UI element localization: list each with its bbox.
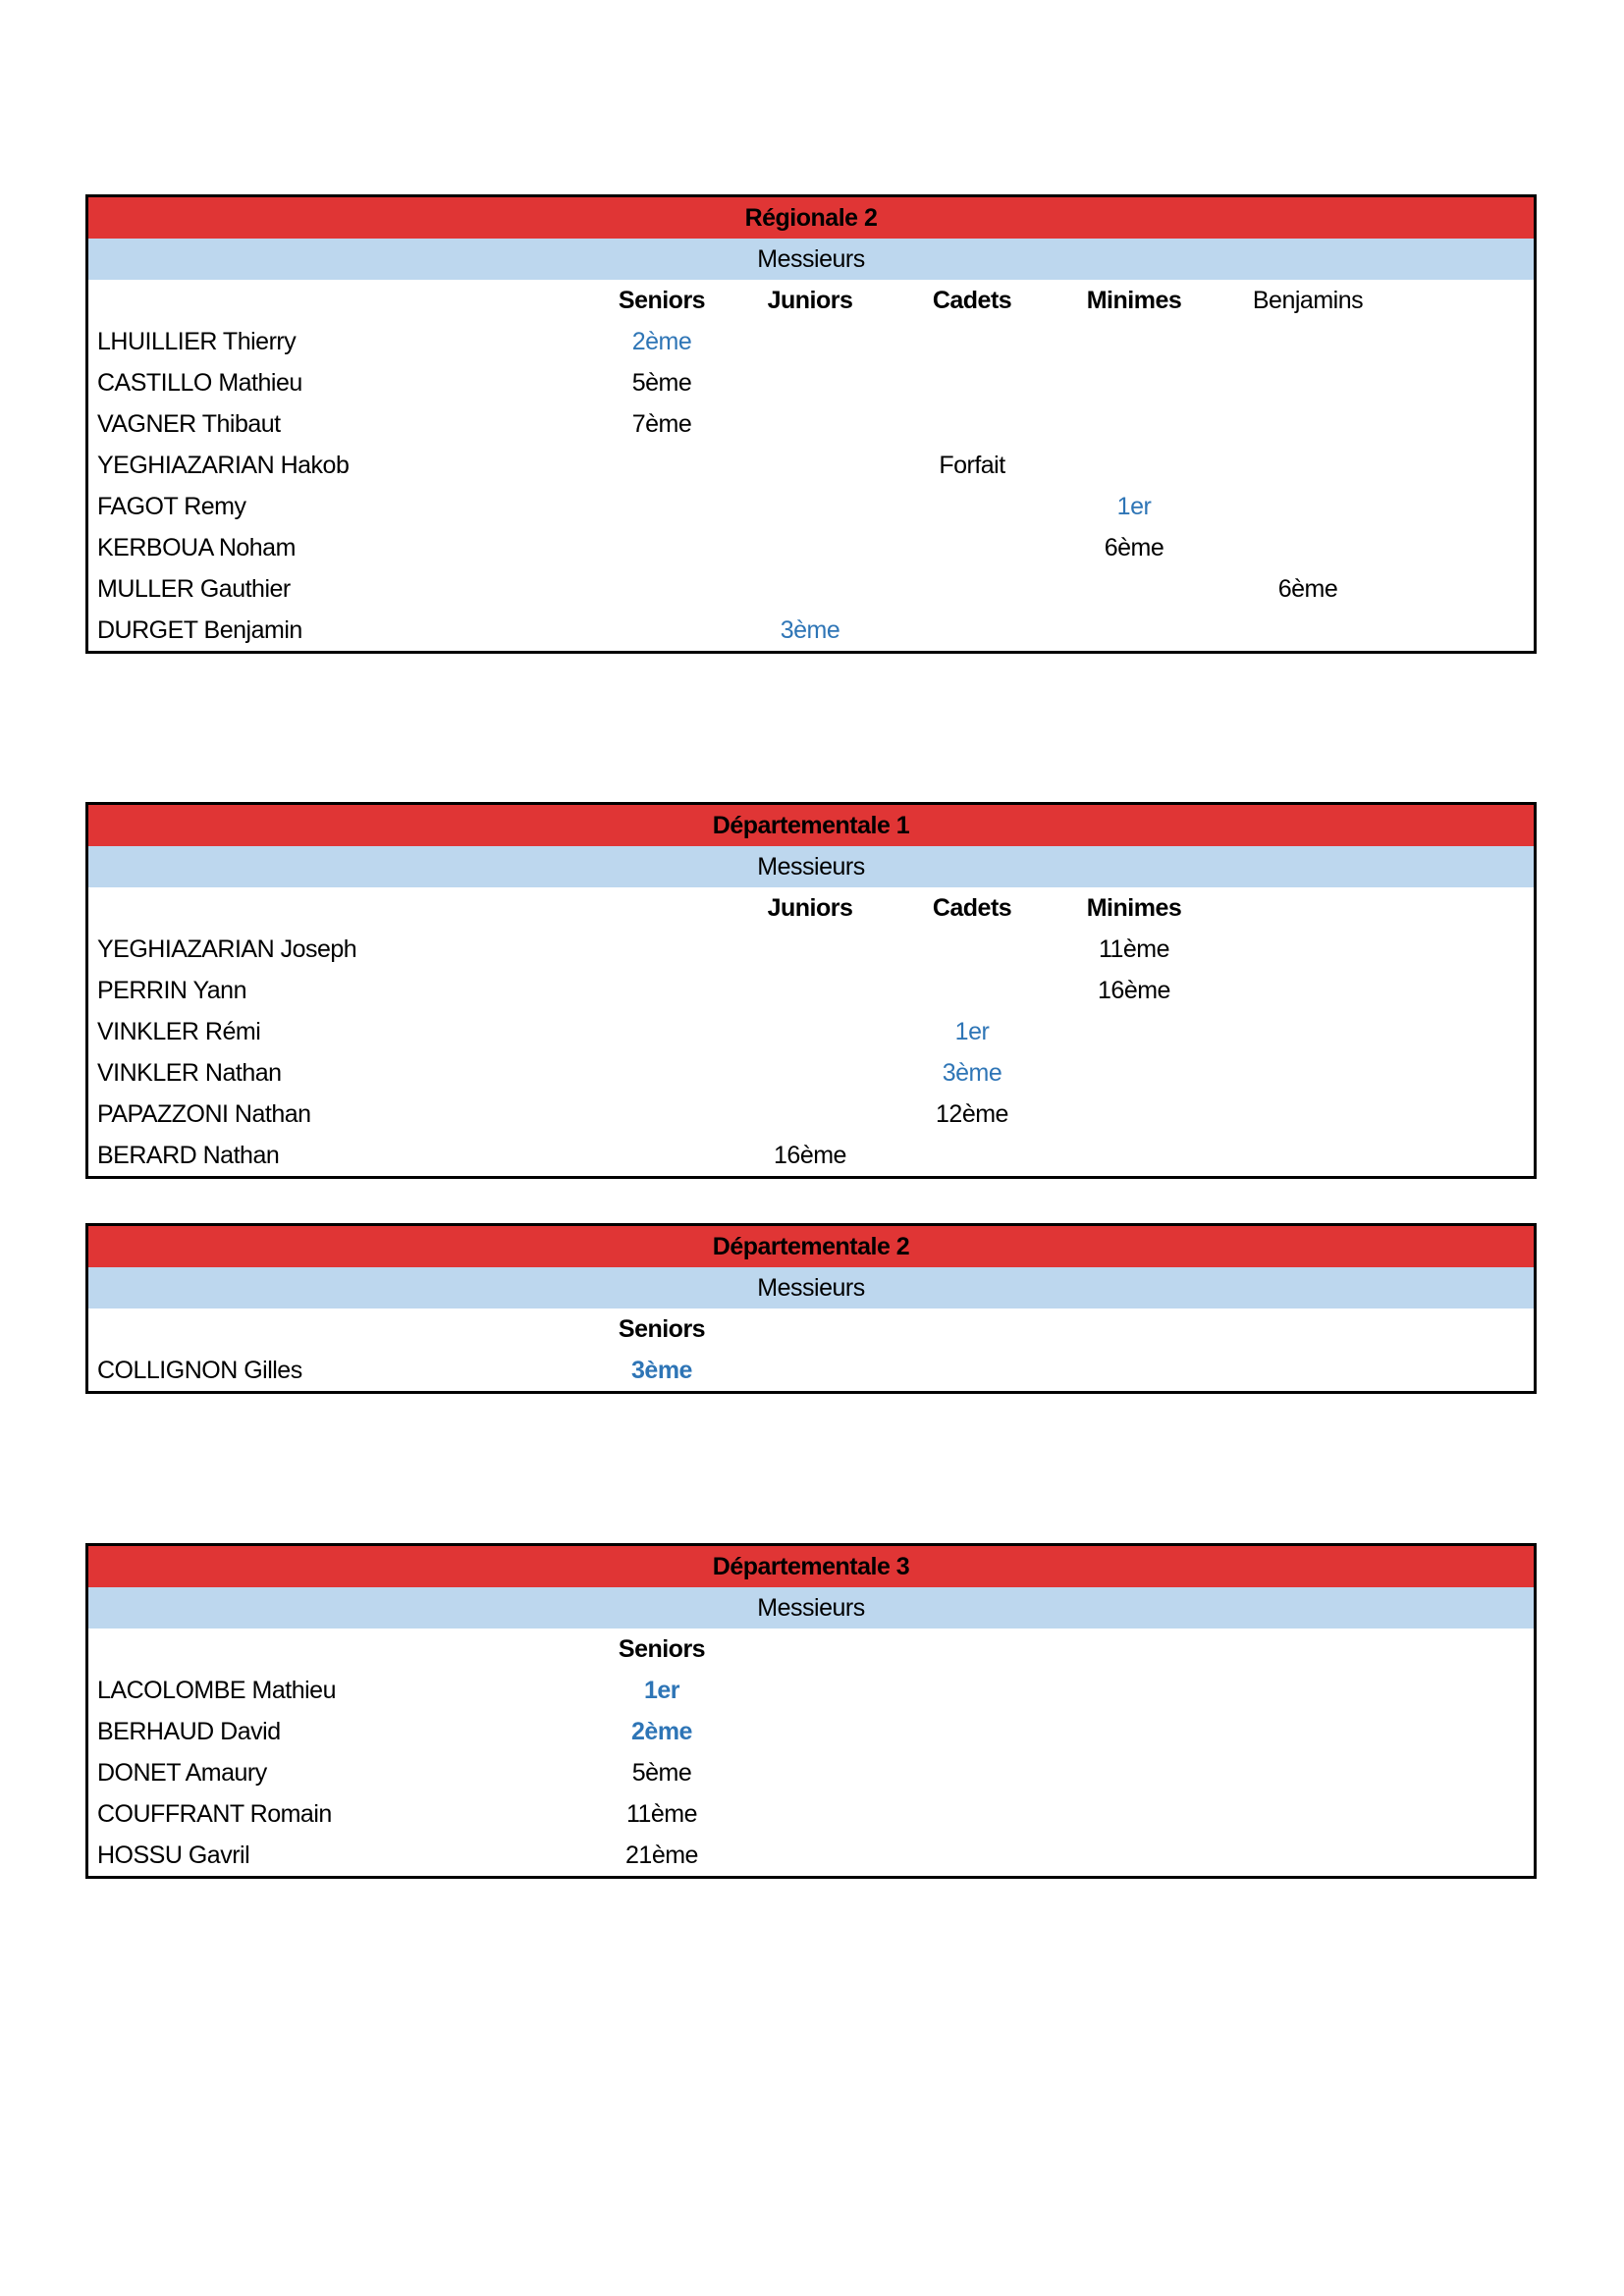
table-row <box>88 527 1534 568</box>
table-row <box>88 929 1534 970</box>
table-row <box>88 1711 1534 1752</box>
result-cadets: 12ème <box>936 1100 1008 1128</box>
column-header-cadets: Cadets <box>932 287 1012 314</box>
result-juniors: 16ème <box>774 1142 846 1169</box>
table-row <box>88 1350 1534 1391</box>
table-row <box>88 362 1534 403</box>
column-header-seniors: Seniors <box>618 1315 706 1343</box>
table-subtitle: Messieurs <box>88 1587 1534 1629</box>
athlete-name: PERRIN Yann <box>97 977 246 1004</box>
table-title: Départementale 2 <box>88 1226 1534 1267</box>
result-seniors: 1er <box>643 1677 680 1704</box>
column-header-row <box>88 1308 1534 1350</box>
table-row <box>88 403 1534 445</box>
result-cadets: Forfait <box>939 452 1005 479</box>
result-seniors: 3ème <box>631 1357 692 1384</box>
athlete-name: YEGHIAZARIAN Hakob <box>97 452 350 479</box>
table-row <box>88 1835 1534 1876</box>
result-juniors: 3ème <box>780 616 840 644</box>
table-title: Régionale 2 <box>88 197 1534 239</box>
result-minimes: 6ème <box>1104 534 1164 561</box>
athlete-name: LHUILLIER Thierry <box>97 328 297 355</box>
table-row <box>88 1793 1534 1835</box>
table-row <box>88 445 1534 486</box>
result-seniors: 5ème <box>631 369 692 397</box>
athlete-name: CASTILLO Mathieu <box>97 369 302 397</box>
athlete-name: VAGNER Thibaut <box>97 410 281 438</box>
table-row <box>88 1135 1534 1176</box>
result-seniors: 21ème <box>625 1842 698 1869</box>
athlete-name: LACOLOMBE Mathieu <box>97 1677 336 1704</box>
table-row <box>88 610 1534 651</box>
athlete-name: COLLIGNON Gilles <box>97 1357 302 1384</box>
table-row <box>88 1094 1534 1135</box>
column-header-juniors: Juniors <box>767 894 853 922</box>
column-header-seniors: Seniors <box>618 1635 706 1663</box>
athlete-name: PAPAZZONI Nathan <box>97 1100 311 1128</box>
column-header-seniors: Seniors <box>618 287 706 314</box>
athlete-name: MULLER Gauthier <box>97 575 291 603</box>
table-row <box>88 486 1534 527</box>
table-title: Départementale 1 <box>88 805 1534 846</box>
athlete-name: YEGHIAZARIAN Joseph <box>97 935 357 963</box>
column-header-row <box>88 887 1534 929</box>
result-seniors: 2ème <box>631 328 692 355</box>
table-subtitle: Messieurs <box>88 846 1534 887</box>
athlete-name: HOSSU Gavril <box>97 1842 250 1869</box>
result-seniors: 5ème <box>631 1759 692 1787</box>
athlete-name: DONET Amaury <box>97 1759 267 1787</box>
results-table-regionale-2 <box>85 194 1537 654</box>
athlete-name: VINKLER Nathan <box>97 1059 282 1087</box>
column-header-row <box>88 280 1534 321</box>
result-cadets: 1er <box>954 1018 990 1045</box>
result-minimes: 16ème <box>1098 977 1170 1004</box>
column-header-minimes: Minimes <box>1086 287 1182 314</box>
result-benjamins: 6ème <box>1277 575 1338 603</box>
athlete-name: FAGOT Remy <box>97 493 246 520</box>
result-minimes: 1er <box>1116 493 1152 520</box>
athlete-name: VINKLER Rémi <box>97 1018 261 1045</box>
results-table-departementale-1 <box>85 802 1537 1179</box>
table-title: Départementale 3 <box>88 1546 1534 1587</box>
result-seniors: 11ème <box>625 1800 698 1828</box>
athlete-name: BERARD Nathan <box>97 1142 280 1169</box>
column-header-cadets: Cadets <box>932 894 1012 922</box>
result-seniors: 7ème <box>631 410 692 438</box>
results-table-departementale-2 <box>85 1223 1537 1394</box>
athlete-name: BERHAUD David <box>97 1718 281 1745</box>
table-row <box>88 1011 1534 1052</box>
table-subtitle: Messieurs <box>88 1267 1534 1308</box>
result-minimes: 11ème <box>1098 935 1170 963</box>
column-header-benjamins: Benjamins <box>1252 287 1364 314</box>
result-seniors: 2ème <box>631 1718 692 1745</box>
result-cadets: 3ème <box>942 1059 1002 1087</box>
table-row <box>88 970 1534 1011</box>
column-header-minimes: Minimes <box>1086 894 1182 922</box>
table-row <box>88 321 1534 362</box>
table-row <box>88 1052 1534 1094</box>
athlete-name: KERBOUA Noham <box>97 534 296 561</box>
table-row <box>88 568 1534 610</box>
table-subtitle: Messieurs <box>88 239 1534 280</box>
athlete-name: COUFFRANT Romain <box>97 1800 332 1828</box>
athlete-name: DURGET Benjamin <box>97 616 302 644</box>
table-row <box>88 1752 1534 1793</box>
table-row <box>88 1670 1534 1711</box>
results-table-departementale-3 <box>85 1543 1537 1879</box>
column-header-juniors: Juniors <box>767 287 853 314</box>
column-header-row <box>88 1629 1534 1670</box>
